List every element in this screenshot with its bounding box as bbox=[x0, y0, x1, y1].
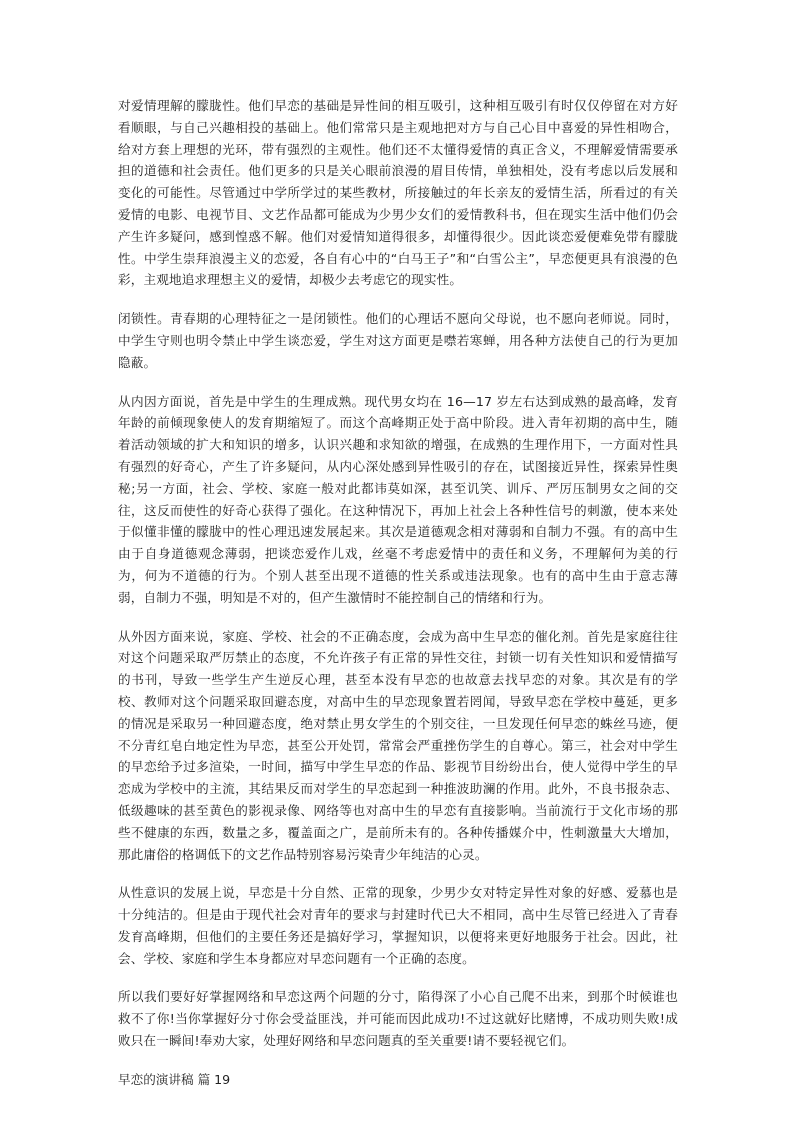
paragraph-sexual-awareness: 从性意识的发展上说，早恋是十分自然、正常的现象，少男少女对特定异性对象的好感、爱慕也是十分纯洁的。但是由于现代社会对青年的要求与封建时代已大不相同，高中生尽管已经进入了青春发育高峰期，但他们的主要任务还是搞好学习，掌握知识，以便将来更好地服务于社会。因此，社会、学校、家庭和学生本身都应对早恋问题有一个正确的态度。 bbox=[118, 885, 678, 966]
paragraph-external-causes: 从外因方面来说，家庭、学校、社会的不正确态度，会成为高中生早恋的催化剂。首先是家庭往往对这个问题采取严厉禁止的态度，不允许孩子有正常的异性交往，封锁一切有关性知识和爱情描写的书刊，导致一些学生产生逆反心理，甚至本没有早恋的也故意去找早恋的对象。其次是有的学校、教师对这个问题采取回避态度，对高中生的早恋现象置若罔闻，导致早恋在学校中蔓延，更多的情况是采取另一种回避态度，绝对禁止男女学生的个别交往，一旦发现任何早恋的蛛丝马迹，便不分青红皂白地定性为早恋，甚至公开处罚，常常会严重挫伤学生的自尊心。第三，社会对中学生的早恋给予过多渲染，一时间，描写中学生早恋的作品、影视节目纷纷出台，使人觉得中学生的早恋成为学校中的主流，其结果反而对学生的早恋起到一种推波助澜的作用。此外，不良书报杂志、低级趣味的甚至黄色的影视录像、网络等也对高中生的早恋有直接影响。当前流行于文化市场的那些不健康的东西，数量之多，覆盖面之广，是前所未有的。各种传播媒介中，性刺激量大大增加，那此庸俗的格调低下的文艺作品特别容易污染青少年纯洁的心灵。 bbox=[118, 628, 678, 862]
paragraph-conclusion: 所以我们要好好掌握网络和早恋这两个问题的分寸，陷得深了小心自己爬不出来，到那个时候谁也救不了你!当你掌握好分寸你会受益匪浅，并可能而因此成功!不过这就好比赌博，不成功则失败!成败只在一瞬间!奉劝大家，处理好网络和早恋问题真的至关重要!请不要轻视它们。 bbox=[118, 989, 678, 1049]
paragraph-ambiguity: 对爱情理解的朦胧性。他们早恋的基础是异性间的相互吸引，这种相互吸引有时仅仅停留在对方好看顺眼，与自己兴趣相投的基础上。他们常常只是主观地把对方与自己心目中喜爱的异性相吻合，给对方套上理想的光环，带有强烈的主观性。他们还不太懂得爱情的真正含义，不理解爱情需要承担的道德和社会责任。他们更多的只是关心眼前浪漫的眉目传情，单独相处，没有考虑以后发展和变化的可能性。尽管通过中学所学过的某些教材，所接触过的年长亲友的爱情生活，所看过的有关爱情的电影、电视节目、文艺作品都可能成为少男少女们的爱情教科书，但在现实生活中他们仍会产生许多疑问，感到惶惑不解。他们对爱情知道得很多，却懂得很少。因此谈恋爱便难免带有朦胧性。中学生崇拜浪漫主义的恋爱，各自有心中的“白马王子”和“白雪公主”，早恋便更具有浪漫的色彩，主观地追求理想主义的爱情，却极少去考虑它的现实性。 bbox=[118, 98, 678, 288]
section-heading: 早恋的演讲稿 篇 19 bbox=[118, 1071, 231, 1087]
paragraph-internal-causes: 从内因方面说，首先是中学生的生理成熟。现代男女均在 16—17 岁左右达到成熟的最高峰，发育年龄的前倾现象使人的发育期缩短了。而这个高峰期正处于高中阶段。进入青年初期的高中生，随着活动领域的扩大和知识的增多，认识兴趣和求知欲的增强，在成熟的生理作用下，一方面对性具有强烈的好奇心，产生了许多疑问，从内心深处感到异性吸引的存在，试图接近异性，探索异性奥秘;另一方面，社会、学校、家庭一般对此都讳莫如深，甚至讥笑、训斥、严厉压制男女之间的交往，这反而使性的好奇心获得了强化。在这种情况下，再加上社会上各种性信号的刺激，使本来处于似懂非懂的朦胧中的性心理迅速发展起来。其次是道德观念相对薄弱和自制力不强。有的高中生由于自身道德观念薄弱，把谈恋爱作儿戏，丝毫不考虑爱情中的责任和义务，不理解何为美的行为，何为不道德的行为。个别人甚至出现不道德的性关系或违法现象。也有的高中生由于意志薄弱，自制力不强，明知是不对的，但产生激情时不能控制自己的情绪和行为。 bbox=[118, 393, 678, 605]
paragraph-secrecy: 闭锁性。青春期的心理特征之一是闭锁性。他们的心理话不愿向父母说，也不愿向老师说。同时，中学生守则也明令禁止中学生谈恋爱，学生对这方面更是噤若寒蝉，用各种方法使自己的行为更加隐蔽。 bbox=[118, 311, 678, 370]
document-body bbox=[118, 95, 678, 1090]
